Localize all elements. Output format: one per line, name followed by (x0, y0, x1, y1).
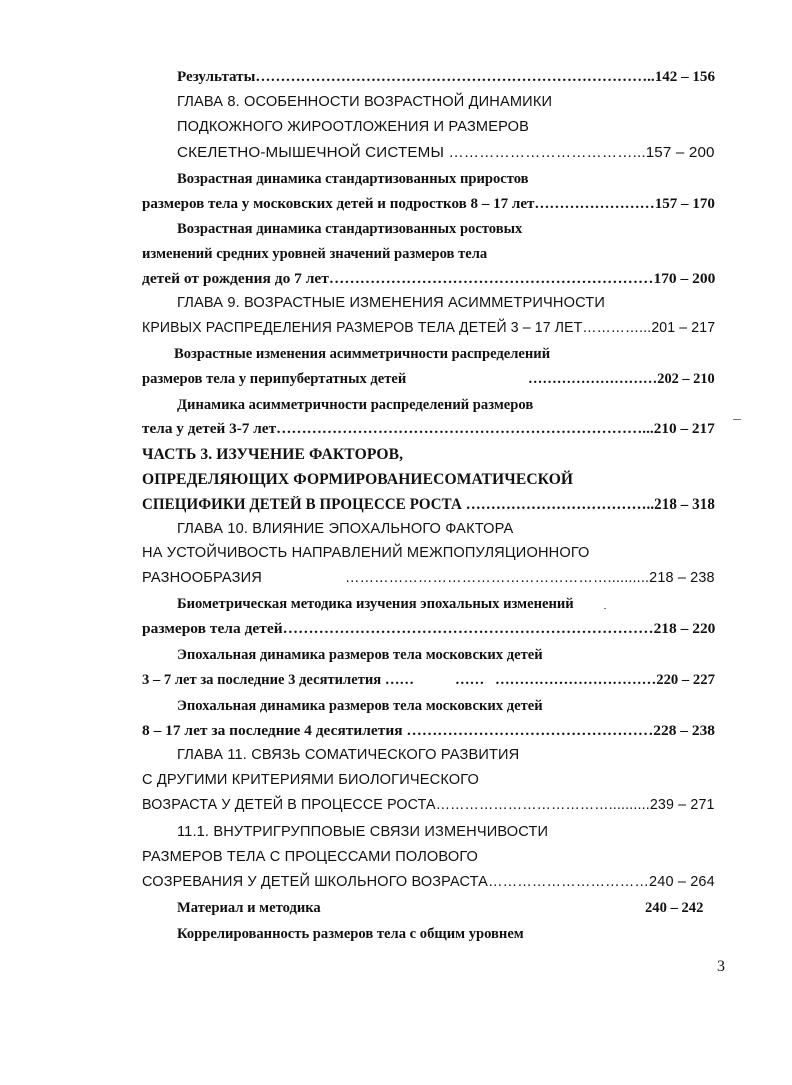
toc-entry-bold: 240 – 242 (645, 900, 704, 916)
toc-entry-bold: размеров тела у перипубертатных детей (142, 371, 407, 387)
toc-entry-heading: СКЕЛЕТНО-МЫШЕЧНОЙ СИСТЕМЫ ………………………………...157 – 200 (177, 145, 715, 161)
toc-entry-heading: ВОЗРАСТА У ДЕТЕЙ В ПРОЦЕССЕ РОСТА………………………………..........239 – 271 (142, 797, 715, 813)
toc-entry-heading: НА УСТОЙЧИВОСТЬ НАПРАВЛЕНИЙ МЕЖПОПУЛЯЦИОННОГО (142, 545, 590, 561)
toc-entry-bold: Биометрическая методика изучения эпохальных изменений (177, 596, 574, 612)
toc-entry-heading: РАЗНООБРАЗИЯ (142, 570, 262, 586)
toc-entry-bold: Возрастная динамика стандартизованных приростов (177, 171, 529, 187)
toc-entry-bold: размеров тела у московских детей и подростков 8 – 17 лет……………………157 – 170 (142, 196, 715, 212)
toc-entry-heading: ГЛАВА 8. ОСОБЕННОСТИ ВОЗРАСТНОЙ ДИНАМИКИ (177, 94, 553, 110)
toc-entry-bold: Динамика асимметричности распределений размеров (177, 397, 534, 413)
toc-entry-bold: Эпохальная динамика размеров тела московских детей (177, 647, 543, 663)
toc-entry-bold: ………………………202 – 210 (528, 371, 715, 387)
toc-entry-heading: ПОДКОЖНОГО ЖИРООТЛОЖЕНИЯ И РАЗМЕРОВ (177, 119, 530, 135)
toc-entry-bold: тела у детей 3-7 лет………………………………………………………………...210 – 217 (142, 421, 715, 437)
toc-entry-bold: ……………………………220 – 227 (495, 672, 715, 688)
toc-entry-bold: Коррелированность размеров тела с общим уровнем (177, 926, 524, 942)
toc-entry-bold: изменений средних уровней значений размеров тела (142, 246, 488, 262)
toc-entry-bold: 3 – 7 лет за последние 3 десятилетия …… (142, 672, 415, 688)
toc-part-heading: ОПРЕДЕЛЯЮЩИХ ФОРМИРОВАНИЕСОМАТИЧЕСКОЙ (142, 471, 574, 488)
toc-entry-heading: ГЛАВА 10. ВЛИЯНИЕ ЭПОХАЛЬНОГО ФАКТОРА (177, 521, 514, 537)
page-number: 3 (717, 958, 725, 975)
toc-entry-heading: РАЗМЕРОВ ТЕЛА С ПРОЦЕССАМИ ПОЛОВОГО (142, 849, 479, 865)
toc-entry-heading: КРИВЫХ РАСПРЕДЕЛЕНИЯ РАЗМЕРОВ ТЕЛА ДЕТЕЙ 3 – 17 ЛЕТ…………...201 – 217 (142, 320, 716, 336)
toc-entry-bold: размеров тела детей………………………………………………………………218 – 220 (142, 621, 716, 637)
toc-entry-heading: ГЛАВА 11. СВЯЗЬ СОМАТИЧЕСКОГО РАЗВИТИЯ (177, 747, 520, 763)
toc-entry-heading: ГЛАВА 9. ВОЗРАСТНЫЕ ИЗМЕНЕНИЯ АСИММЕТРИЧНОСТИ (177, 295, 605, 311)
toc-part-heading: СПЕЦИФИКИ ДЕТЕЙ В ПРОЦЕССЕ РОСТА ………………………………..218 – 318 (142, 496, 715, 513)
toc-part-heading: ЧАСТЬ 3. ИЗУЧЕНИЕ ФАКТОРОВ, (142, 446, 404, 463)
toc-entry-bold: Возрастные изменения асимметричности распределений (174, 346, 551, 362)
toc-entry-heading: ………………………………………………..........218 – 238 (345, 570, 715, 586)
toc-entry-bold: Возрастная динамика стандартизованных ростовых (177, 221, 523, 237)
toc-entry-bold: …… (455, 672, 485, 688)
toc-entry-bold: детей от рождения до 7 лет………………………………………………………170 – 200 (142, 271, 716, 287)
toc-entry-bold: Материал и методика (177, 900, 321, 916)
toc-entry-heading: СОЗРЕВАНИЯ У ДЕТЕЙ ШКОЛЬНОГО ВОЗРАСТА……………………………240 – 264 (142, 874, 715, 890)
scan-mark (733, 419, 741, 420)
toc-entry-bold: Результаты……………………………………………………………………..142 – 156 (177, 69, 715, 85)
toc-entry-heading: 11.1. ВНУТРИГРУППОВЫЕ СВЯЗИ ИЗМЕНЧИВОСТИ (177, 824, 549, 840)
toc-entry-bold: Эпохальная динамика размеров тела московских детей (177, 698, 543, 714)
scan-mark (604, 608, 606, 609)
toc-entry-heading: С ДРУГИМИ КРИТЕРИЯМИ БИОЛОГИЧЕСКОГО (142, 772, 480, 788)
toc-entry-bold: 8 – 17 лет за последние 4 десятилетия …………………………………………228 – 238 (142, 723, 715, 739)
